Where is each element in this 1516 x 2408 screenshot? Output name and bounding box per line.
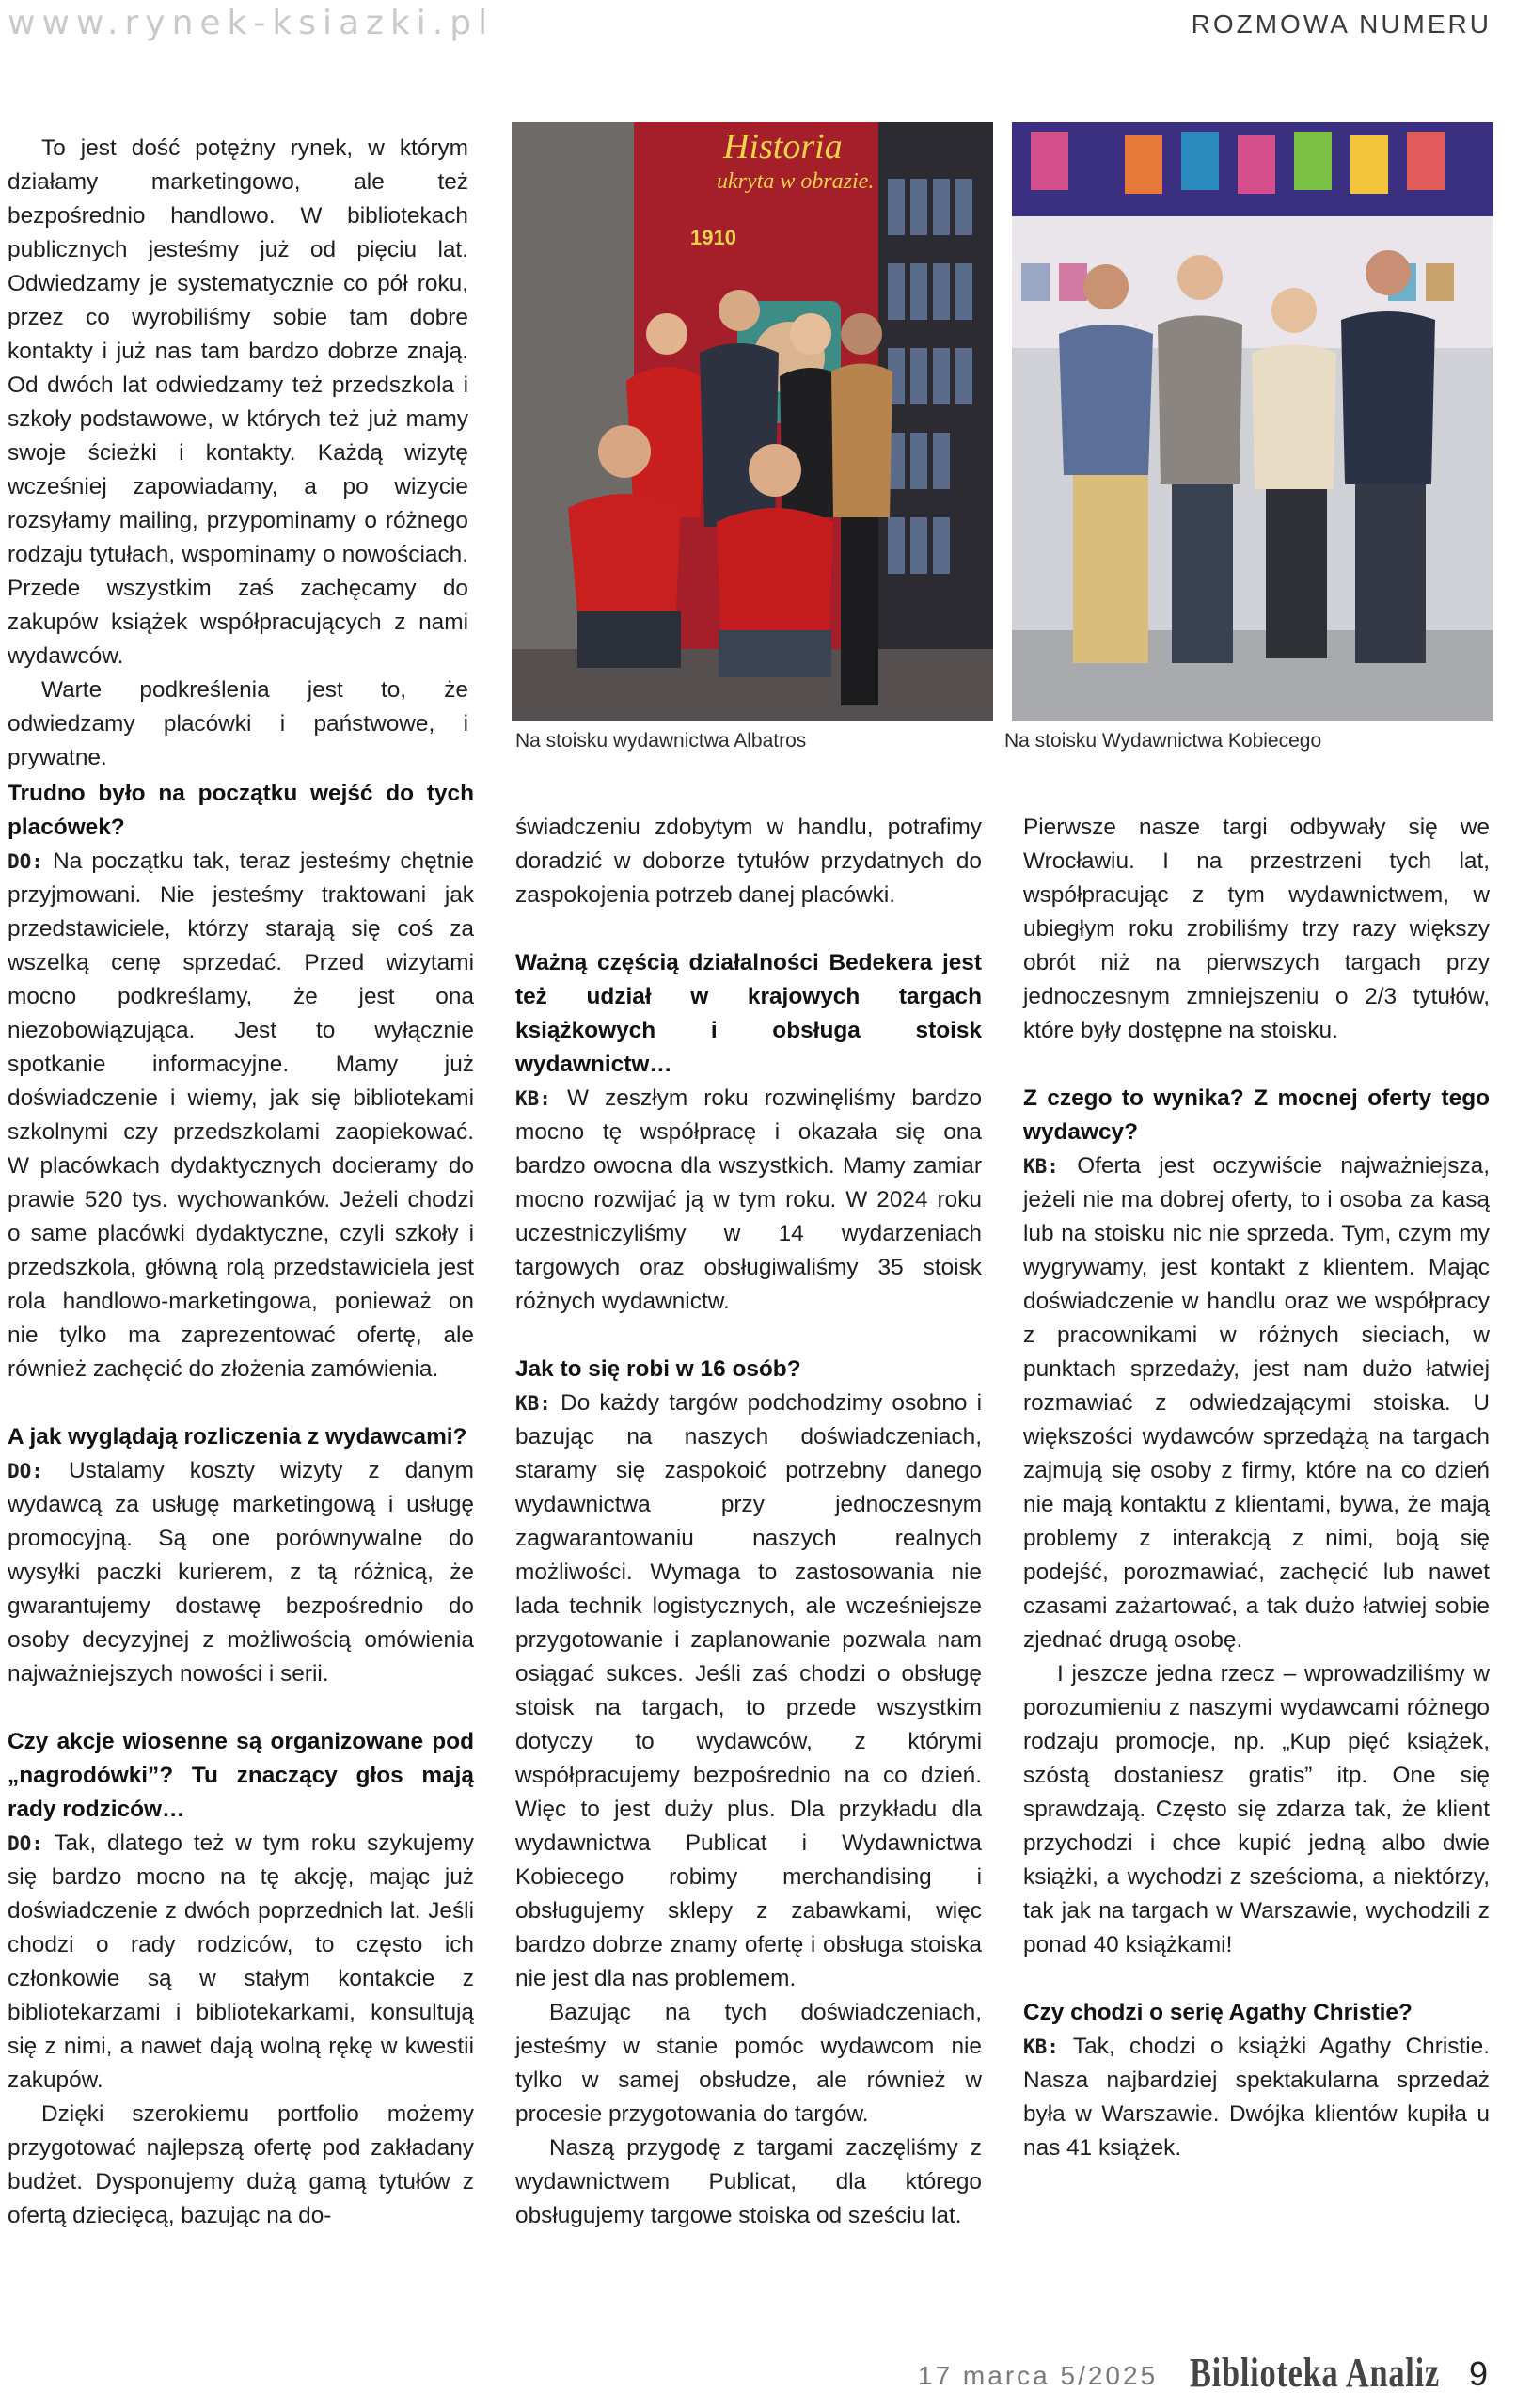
speaker-label: DO: (8, 1460, 43, 1482)
paragraph: I jeszcze jedna rzecz – wprowadziliśmy w porozumieniu z naszymi wydawcami różnego rodzaju promocje, np. „Kup pięć książek, szóstą dostaniesz gratis” itp. One się sprawdzają. Często się zdarza tak, że klient przychodzi i chce kupić jedną albo dwie książki, a wychodzi z sześcioma, a niektórzy, tak jak na targach w Warszawie, wychodzili z ponad 40 książkami! (1023, 1661, 1490, 1957)
photo-albatros-stand (512, 122, 993, 721)
answer-text: Do każdy targów podchodzimy osobno i bazując na naszych doświadczeniach, staramy się zaspokoić potrzebny danego wydawnictwa przy jednoczesnym zagwarantowaniu naszych realnych możliwości. Wymaga to zastosowania nie lada technik logistycznych, ale wcześniejsze przygotowanie i zaplanowanie pozwala nam osiągać sukces. Jeśli zaś chodzi o obsługę stoisk na targach, to przede wszystkim dotyczy to wydawców, z którymi współpracujemy bezpośrednio na co dzień. Więc to jest duży plus. Dla przykładu dla wydawnictwa Publicat i Wydawnictwa Kobiecego robimy merchandising i obsługujemy sklepy z zabawkami, więc bardzo dobrze znamy ofertę i obsługa stoiska nie jest dla nas problemem. (515, 1390, 982, 1991)
section-label: ROZMOWA NUMERU (1191, 9, 1492, 39)
publication-brand: Biblioteka Analiz (1190, 2350, 1440, 2396)
interview-question: Jak to się robi w 16 osób? (515, 1356, 801, 1382)
interview-question: Trudno było na początku wejść do tych placówek? (8, 781, 474, 840)
article-column-1 (8, 777, 474, 2233)
paragraph: Dzięki szerokiemu portfolio możemy przygotować najlepszą ofertę pod zakładany budżet. Dysponujemy dużą gamą tytułów z ofertą dziecięcą, bazując na do- (8, 2101, 474, 2228)
banner-title: Historia (723, 127, 843, 166)
speaker-label: KB: (515, 1392, 551, 1415)
interview-answer (8, 1454, 474, 1691)
paragraph: Warte podkreślenia jest to, że odwiedzamy placówki i państwowe, i prywatne. (8, 677, 468, 770)
speaker-label: KB: (1023, 1155, 1059, 1178)
answer-text: Oferta jest oczywiście najważniejsza, jeżeli nie ma dobrej oferty, to i osoba za kasą lub na stoisku nic nie sprzeda. Tym, czym my wygrywamy, jest kontakt z klientem. Mając doświadczenie w handlu oraz we współpracy z pracownikami w różnych sieciach, w punktach sprzedaży, jest nam dużo łatwiej rozmawiać z odwiedzającymi stoiska. U większości wydawców sprzedążą na targach zajmują się osoby z firmy, które na co dzień nie mają kontaktu z klientami, bywa, że mają problemy z interakcją z nimi, boją się podejść, porozmawiać, zachęcić lub nawet czasami zażartować, a tak dużo łatwiej sobie zjednać drugą osobę. (1023, 1153, 1491, 1653)
paragraph: Naszą przygodę z targami zaczęliśmy z wydawnictwem Publicat, dla którego obsługujemy targowe stoiska od sześciu lat. (515, 2135, 982, 2228)
banner-subtitle: ukryta w obrazie. (717, 169, 875, 194)
paragraph: świadczeniu zdobytym w handlu, potrafimy doradzić w doborze tytułów przydatnych do zaspokojenia potrzeb danej placówki. (515, 815, 982, 908)
interview-question: Czy akcje wiosenne są organizowane pod „nagrodówki”? Tu znaczący głos mają rady rodziców… (8, 1729, 474, 1822)
article-column-3 (1023, 811, 1490, 2165)
site-url[interactable]: www.rynek-ksiazki.pl (8, 4, 495, 42)
paragraph: Pierwsze nasze targi odbywały się we Wrocławiu. I na przestrzeni tych lat, współpracując z tym wydawnictwem, w ubiegłym roku zrobiliśmy trzy razy większy obrót niż na pierwszych targach przy jednoczesnym zmniejszeniu o 2/3 tytułów, które były dostępne na stoisku. (1023, 815, 1490, 1043)
interview-question: A jak wyglądają rozliczenia z wydawcami? (8, 1424, 467, 1450)
photo-caption-right: Na stoisku Wydawnictwa Kobiecego (1004, 730, 1322, 752)
interview-answer (8, 1827, 474, 2098)
article-column-top (8, 132, 468, 775)
speaker-label: DO: (8, 1832, 43, 1855)
interview-answer (8, 845, 474, 1386)
answer-text: Tak, dlatego też w tym roku szykujemy się bardzo mocno na tę akcję, mając już doświadczenie z dwóch poprzednich lat. Jeśli chodzi o rady rodziców, to często ich członkowie są w stałym kontakcie z bibliotekarzami i bibliotekarkami, konsultują się z nimi, a nawet dają wolną rękę w kwestii zakupów. (8, 1830, 474, 2093)
banner-year: 1910 (690, 226, 736, 249)
interview-answer (515, 1082, 982, 1319)
answer-text: W zeszłym roku rozwinęliśmy bardzo mocno tę współpracę i okazała się ona bardzo owocna dla wszystkich. Mamy zamiar mocno rozwijać ją w tym roku. W 2024 roku uczestniczyliśmy w 14 wydarzeniach targowych oraz obsługiwaliśmy 35 stoisk różnych wydawnictw. (515, 1085, 983, 1314)
interview-question: Czy chodzi o serię Agathy Christie? (1023, 2000, 1413, 2025)
photo-kobiecego-image (1012, 122, 1493, 721)
photo-caption-left: Na stoisku wydawnictwa Albatros (515, 730, 807, 752)
paragraph: To jest dość potężny rynek, w którym działamy marketingowo, ale też bezpośrednio handlowo. W bibliotekach publicznych jesteśmy już od pięciu lat. Odwiedzamy je systematycznie co pół roku, przez co wyrobiliśmy sobie tam dobre kontakty i już nas tam bardzo dobrze znają. Od dwóch lat odwiedzamy też przedszkola i szkoły podstawowe, w których też już mamy swoje ścieżki i kontakty. Każdą wizytę wcześniej zapowiadamy, a po wizycie rozsyłamy mailing, przypominamy o różnego rodzaju tytułach, wspominamy o nowościach. Przede wszystkim zaś zachęcamy do zakupów książek współpracujących z nami wydawców. (8, 135, 468, 669)
article-column-2 (515, 811, 982, 2233)
answer-text: Tak, chodzi o książki Agathy Christie. Nasza najbardziej spektakularna sprzedaż była w Warszawie. Dwójka klientów kupiła u nas 41 książek. (1023, 2034, 1490, 2161)
interview-answer (1023, 1149, 1490, 1657)
paragraph: Bazując na tych doświadczeniach, jesteśmy w stanie pomóc wydawcom nie tylko w samej obsłudze, ale również w procesie przygotowania do targów. (515, 2000, 982, 2127)
interview-question: Ważną częścią działalności Bedekera jest też udział w krajowych targach książkowych i obsługa stoisk wydawnictw… (515, 950, 982, 1077)
interview-question: Z czego to wynika? Z mocnej oferty tego wydawcy? (1023, 1085, 1490, 1145)
speaker-label: KB: (515, 1087, 551, 1110)
answer-text: Ustalamy koszty wizyty z danym wydawcą za usługę marketingową i usługę promocyjną. Są one porównywalne do wysyłki paczki kurierem, z tą różnicą, że gwarantujemy dostawę bezpośrednio do osoby decyzyjnej z możliwością omówienia najważniejszych nowości i serii. (8, 1458, 474, 1687)
speaker-label: KB: (1023, 2036, 1059, 2058)
interview-answer (515, 1386, 982, 1996)
interview-answer (1023, 2030, 1490, 2165)
page-number: 9 (1469, 2354, 1489, 2393)
answer-text: Na początku tak, teraz jesteśmy chętnie przyjmowani. Nie jesteśmy traktowani jak przedstawiciele, którzy starają się coś za wszelką cenę sprzedać. Przed wizytami mocno podkreślamy, że jest ona niezobowiązująca. Jest to wyłącznie spotkanie informacyjne. Mamy już doświadczenie i wiemy, jak się bibliotekami szkolnymi czy przedszkolami zaopiekować. W placówkach dydaktycznych docieramy do prawie 520 tys. wychowanków. Jeżeli chodzi o same placówki dydaktyczne, czyli szkoły i przedszkola, główną rolą przedstawiciela jest rola handlowo-marketingowa, ponieważ on nie tylko ma zaprezentować ofertę, ale również zachęcić do złożenia zamówienia. (8, 848, 474, 1382)
photo-albatros-image (512, 122, 993, 721)
photo-kobiecego-stand (1012, 122, 1493, 721)
speaker-label: DO: (8, 850, 43, 873)
issue-date: 17 marca 5/2025 (918, 2361, 1159, 2390)
